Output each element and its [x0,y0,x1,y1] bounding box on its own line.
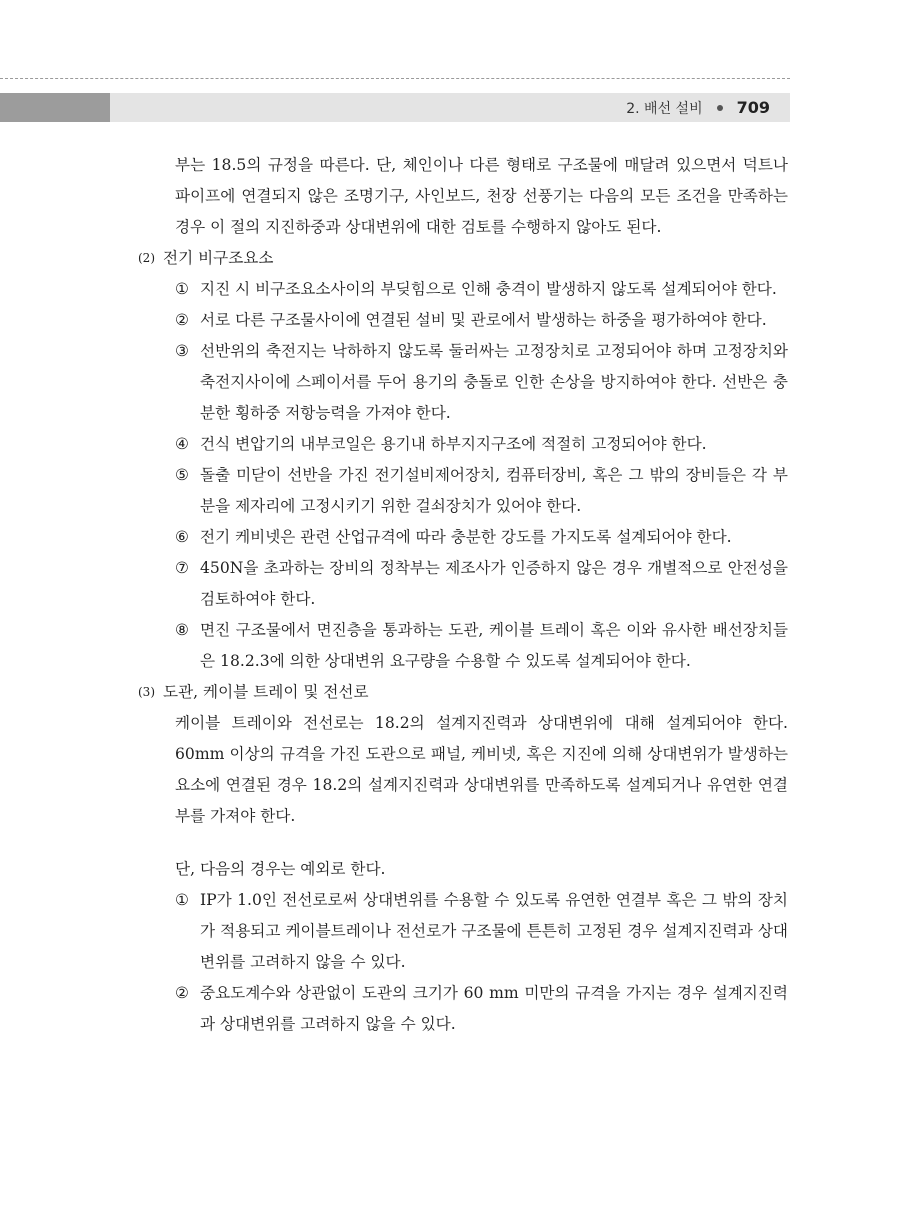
paragraph-gap [138,832,788,854]
item-mark: ⑦ [175,559,189,577]
section-3-body: 케이블 트레이와 전선로는 18.2의 설계지진력과 상대변위에 대해 설계되어야 한다. 60mm 이상의 규격을 가진 도관으로 패널, 케비넷, 혹은 지진에 의해 상대변위가 발생하는 요소에 연결된 경우 18.2의 설계지진력과 상대변위를 만족하도록 설계되거나 유연한 연결부를 가져야 한다. [175,714,788,825]
item-mark: ② [175,311,189,329]
item-text: 중요도계수와 상관없이 도관의 크기가 60 mm 미만의 규격을 가지는 경우 설계지진력과 상대변위를 고려하지 않을 수 있다. [200,984,788,1033]
item-mark: ⑥ [175,528,189,546]
exception-intro: 단, 다음의 경우는 예외로 한다. [175,860,386,878]
list-item [138,978,788,1040]
item-text: IP가 1.0인 전선로로써 상대변위를 수용할 수 있도록 유연한 연결부 혹은 그 밖의 장치가 적용되고 케이블트레이나 전선로가 구조물에 튼튼히 고정된 경우 설계지진력과 상대변위를 고려하지 않을 수 있다. [200,891,788,971]
list-item [138,336,788,429]
header-right [626,93,770,122]
item-mark: ⑧ [175,621,189,639]
page-number: 709 [736,98,770,117]
item-mark: ④ [175,435,189,453]
header-dashed-rule [0,78,790,79]
list-item [138,885,788,978]
item-text: 지진 시 비구조요소사이의 부딪힘으로 인해 충격이 발생하지 않도록 설계되어야 한다. [200,280,777,298]
item-text: 서로 다른 구조물사이에 연결된 설비 및 관로에서 발생하는 하중을 평가하여야 한다. [200,311,767,329]
item-text: 전기 케비넷은 관련 산업규격에 따라 충분한 강도를 가지도록 설계되어야 한다. [200,528,732,546]
intro-paragraph: 부는 18.5의 규정을 따른다. 단, 체인이나 다른 형태로 구조물에 매달려 있으면서 덕트나 파이프에 연결되지 않은 조명기구, 사인보드, 천장 선풍기는 다음의 모든 조건을 만족하는 경우 이 절의 지진하중과 상대변위에 대한 검토를 수행하지 않아도 된다. [175,156,788,236]
item-mark: ① [175,891,189,909]
section-2-number: (2) [138,251,155,265]
section-3-title: 도관, 케이블 트레이 및 전선로 [163,683,369,701]
section-2-heading [138,243,788,274]
list-item [138,553,788,615]
item-text: 면진 구조물에서 면진층을 통과하는 도관, 케이블 트레이 혹은 이와 유사한 배선장치들은 18.2.3에 의한 상대변위 요구량을 수용할 수 있도록 설계되어야 한다. [200,621,788,670]
item-mark: ① [175,280,189,298]
section-3-number: (3) [138,685,155,699]
list-item [138,429,788,460]
list-item [138,274,788,305]
page-body [138,150,788,1040]
item-text: 건식 변압기의 내부코일은 용기내 하부지지구조에 적절히 고정되어야 한다. [200,435,707,453]
bullet-dot-icon [717,105,723,111]
running-header [0,93,790,122]
section-2-title: 전기 비구조요소 [163,249,274,267]
item-mark: ② [175,984,189,1002]
item-mark: ⑤ [175,466,189,484]
item-text: 돌출 미닫이 선반을 가진 전기설비제어장치, 컴퓨터장비, 혹은 그 밖의 장비들은 각 부분을 제자리에 고정시키기 위한 걸쇠장치가 있어야 한다. [200,466,788,515]
list-item [138,305,788,336]
exception-list [138,885,788,1040]
item-text: 450N을 초과하는 장비의 정착부는 제조사가 인증하지 않은 경우 개별적으로 안전성을 검토하여야 한다. [200,559,788,608]
section-2-list [138,274,788,677]
section-3-heading [138,677,788,708]
item-text: 선반위의 축전지는 낙하하지 않도록 둘러싸는 고정장치로 고정되어야 하며 고정장치와 축전지사이에 스페이서를 두어 용기의 충돌로 인한 손상을 방지하여야 한다. 선반은 충분한 횡하중 저항능력을 가져야 한다. [200,342,788,422]
item-mark: ③ [175,342,189,360]
list-item [138,522,788,553]
list-item [138,460,788,522]
list-item [138,615,788,677]
section-label: 2. 배선 설비 [626,100,703,117]
header-tab-block [0,93,110,122]
